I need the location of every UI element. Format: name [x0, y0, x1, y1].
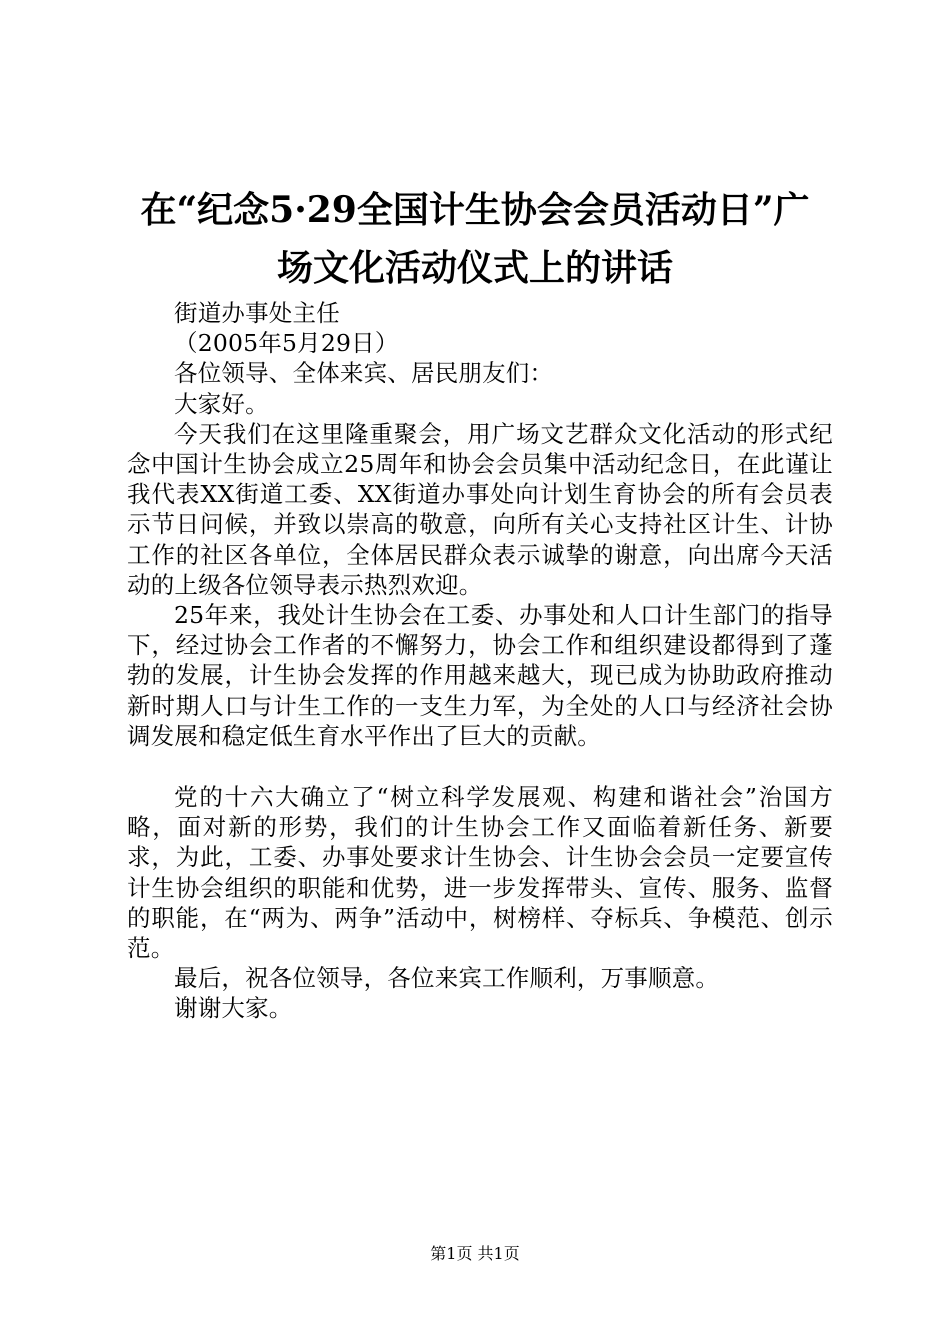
body-paragraph-2: 25年来，我处计生协会在工委、办事处和人口计生部门的指导下，经过协会工作者的不懈努力，协会工作和组织建设都得到了蓬勃的发展，计生协会发挥的作用越来越大，现已成为协助政府推动新时期人口与计生工作的一支生力军，为全处的人口与经济社会协调发展和稳定低生育水平作出了巨大的贡献。 — [127, 601, 833, 750]
greeting: 大家好。 — [174, 389, 269, 418]
document-title-line-2: 场文化活动仪式上的讲话 — [276, 247, 673, 289]
author-line: 街道办事处主任 — [174, 299, 340, 327]
document-title-line-1: 在“纪念5·29全国计生协会会员活动日”广 — [140, 189, 810, 231]
closing-wishes: 最后，祝各位领导，各位来宾工作顺利，万事顺意。 — [174, 964, 720, 993]
document-body — [127, 298, 833, 1024]
date-line: （2005年5月29日） — [174, 329, 399, 358]
salutation: 各位领导、全体来宾、居民朋友们： — [174, 359, 554, 388]
page-number-footer: 第1页 共1页 — [430, 1244, 520, 1263]
body-paragraph-3: 党的十六大确立了“树立科学发展观、构建和谐社会”治国方略，面对新的形势，我们的计生协会工作又面临着新任务、新要求，为此，工委、办事处要求计生协会、计生协会会员一定要宣传计生协会组织的职能和优势，进一步发挥带头、宣传、服务、监督的职能，在“两为、两争”活动中，树榜样、夺标兵、争模范、创示范。 — [127, 783, 833, 963]
closing-thanks: 谢谢大家。 — [174, 994, 293, 1023]
paragraph-gap — [127, 751, 833, 782]
body-paragraph-1: 今天我们在这里隆重聚会，用广场文艺群众文化活动的形式纪念中国计生协会成立25周年和协会会员集中活动纪念日，在此谨让我代表XX街道工委、XX街道办事处向计划生育协会的所有会员表示节日问候，并致以崇高的敬意，向所有关心支持社区计生、计协工作的社区各单位，全体居民群众表示诚挚的谢意，向出席今天活动的上级各位领导表示热烈欢迎。 — [127, 419, 833, 599]
